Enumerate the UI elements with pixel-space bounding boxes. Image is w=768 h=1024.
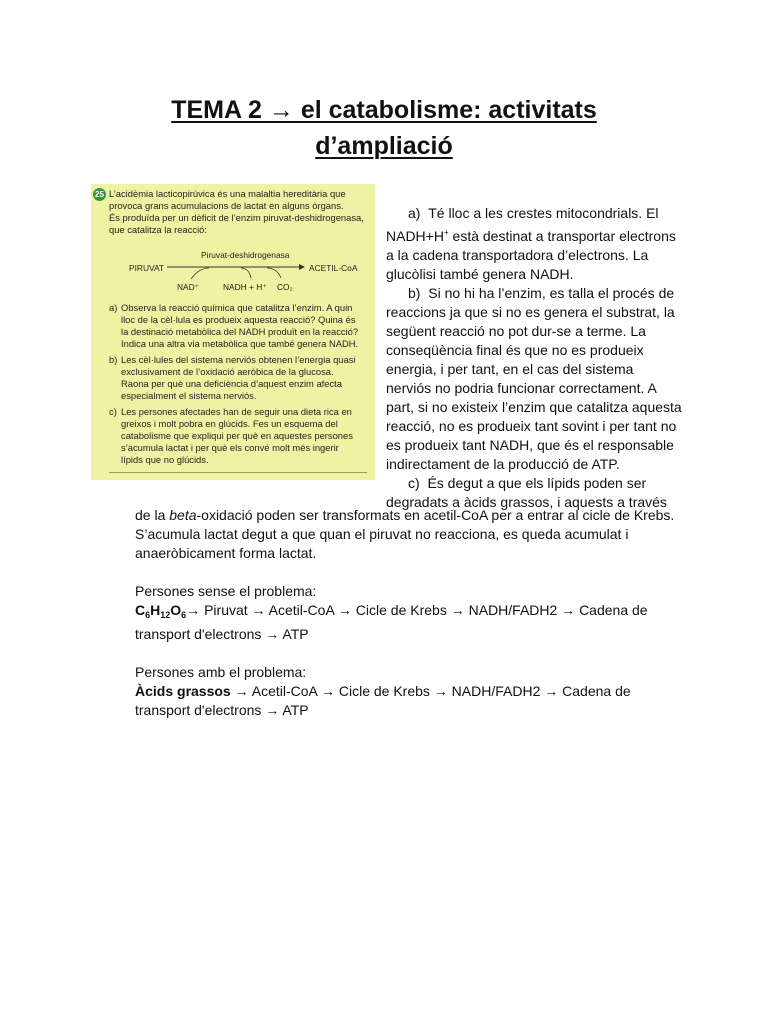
question-line: s’acumula lactat i per què els convé molt més ingerir <box>121 442 339 453</box>
answer-b-line: indirectament de la producció de ATP. <box>386 456 620 472</box>
product-label: ACETIL-CoA <box>309 263 358 273</box>
exercise-question <box>109 354 373 402</box>
exercise-rule <box>109 472 367 473</box>
byproduct-label: CO₂ <box>277 282 293 292</box>
pathway-with-heading: Persones amb el problema: <box>135 664 307 680</box>
answer-c-line: c) És degut a que els lípids poden ser <box>386 474 682 493</box>
answer-column <box>386 204 682 512</box>
cofactor-in-label: NAD⁺ <box>177 282 200 292</box>
exercise-number-badge: 25 <box>93 188 106 201</box>
page-title <box>100 92 668 164</box>
pathway-with-line: transport d'electrons → ATP <box>135 702 309 718</box>
pathway-without-heading: Persones sense el problema: <box>135 583 317 599</box>
question-line: Indica una altra via metabòlica que també genera NADH. <box>121 338 359 349</box>
answer-b-line: b) Si no hi ha l’enzim, es talla el procés de <box>386 284 682 303</box>
exercise-question <box>109 302 373 350</box>
answer-b-line: següent reacció no pot dur-se a terme. La <box>386 323 646 339</box>
answer-b-line: es produeix tant NADH, que és el responsable <box>386 437 674 453</box>
question-label: b) <box>109 354 118 365</box>
answer-c-line: degradats a àcids grassos, i aquests a través <box>386 494 667 510</box>
answer-b-line: nerviós no podria funcionar correctament. A <box>386 380 657 396</box>
answer-b-line: conseqüència final és que no es produeix <box>386 342 644 358</box>
answer-c-label: c) <box>408 475 420 491</box>
exercise-intro-line: És produïda per un dèficit de l’enzim piruvat-deshidrogenasa, <box>109 212 364 223</box>
question-line: lípids que no glúcids. <box>121 454 209 465</box>
exercise-questions <box>109 302 373 470</box>
answer-a-line: NADH+H+ està destinat a transportar electrons <box>386 228 676 244</box>
question-line: greixos i molt pobra en glúcids. Fes un esquema del <box>121 418 338 429</box>
pathway-without-line: $C_6H_{12}O_6\to$ Piruvat → Acetil-CoA → Cicle de Krebs → NADH/FADH2 → Cadena de <box>135 602 648 620</box>
title-line-2: d’ampliació <box>315 132 453 160</box>
answer-b-line: reaccions ja que si no es genera el substrat, la <box>386 304 675 320</box>
answer-a-line: glucòlisi també genera NADH. <box>386 266 574 282</box>
exercise-question <box>109 406 373 466</box>
answer-a-line: a) Té lloc a les crestes mitocondrials. El <box>386 204 682 223</box>
exercise-intro-line: provoca grans acumulacions de lactat en alguns òrgans. <box>109 200 344 211</box>
question-line: especialment el sistema nerviós. <box>121 390 257 401</box>
title-line-1: TEMA 2 → el catabolisme: activitats <box>171 96 597 124</box>
question-line: la destinació metabòlica del NADH produït en la reacció? <box>121 326 359 337</box>
question-label: c) <box>109 406 117 417</box>
exercise-image <box>91 184 375 480</box>
exercise-intro-line: L’acidèmia lacticopirúvica és una malaltia hereditària que <box>109 188 346 199</box>
answer-c-continuation <box>135 506 674 720</box>
exercise-intro-line: que catalitza la reacció: <box>109 224 207 235</box>
question-line: Observa la reacció química que catalitza l’enzim. A quin <box>121 302 353 313</box>
answer-a-line: a la cadena transportadora d’electrons. La <box>386 247 649 263</box>
reactant-label: PIRUVAT <box>129 263 165 273</box>
question-label: a) <box>109 302 118 313</box>
pathway-without-line: transport d'electrons → ATP <box>135 626 309 642</box>
answer-c-line: de la beta-oxidació poden ser transformats en acetil-CoA per a entrar al cicle de Krebs. <box>135 507 675 523</box>
question-line: exclusivament de l’oxidació aeròbica de la glucosa. <box>121 366 334 377</box>
answer-b-line: part, si no existeix l’enzim que catalitza aquesta <box>386 399 682 415</box>
pathway-with-line: Àcids grassos → Acetil-CoA → Cicle de Krebs → NADH/FADH2 → Cadena de <box>135 683 631 699</box>
answer-b-label: b) <box>408 285 421 301</box>
answer-c-line: S’acumula lactat degut a que quan el piruvat no reacciona, es queda acumulat i <box>135 526 629 542</box>
question-line: Les cèl·lules del sistema nerviós obtenen l’energia quasi <box>121 354 356 365</box>
question-line: lloc de la cèl·lula es produeix aquesta reacció? Quina és <box>121 314 356 325</box>
reaction-arrow-icon <box>91 184 375 304</box>
answer-a-label: a) <box>408 205 421 221</box>
question-line: catabolisme que expliqui per què en aquestes persones <box>121 430 353 441</box>
question-line: Les persones afectades han de seguir una dieta rica en <box>121 406 352 417</box>
question-line: Raona per què una deficiència d’aquest enzim afecta <box>121 378 342 389</box>
answer-b-line: reacció, no es produeix tant sovint i per tant no <box>386 418 677 434</box>
enzyme-label: Piruvat-deshidrogenasa <box>201 250 290 260</box>
cofactor-out-label: NADH + H⁺ <box>223 282 267 292</box>
answer-b-line: energia, i per tant, en el cas del sistema <box>386 361 634 377</box>
answer-c-line: anaeròbicament forma lactat. <box>135 545 317 561</box>
